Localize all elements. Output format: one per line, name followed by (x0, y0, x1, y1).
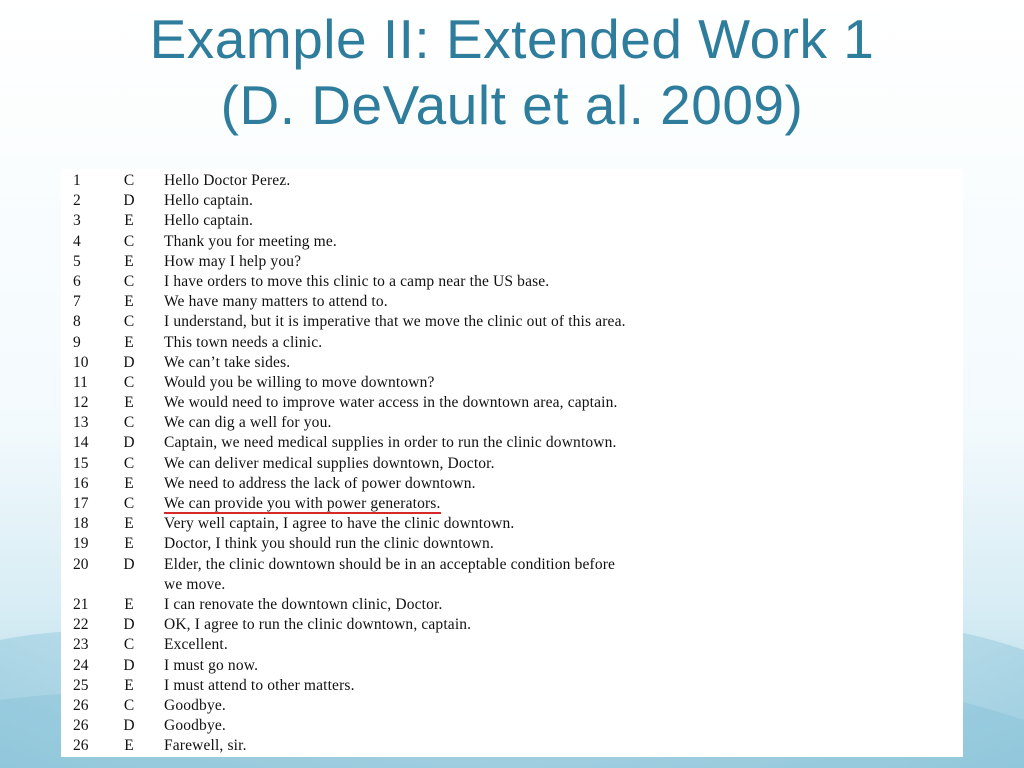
turn-number: 16 (73, 474, 89, 492)
turn-number: 6 (73, 272, 81, 290)
utterance-text (164, 736, 247, 756)
utterance: We can deliver medical supplies downtown, Doctor. (164, 454, 495, 472)
dialogue-row (61, 595, 963, 615)
turn-number: 22 (73, 616, 89, 634)
dialogue-row (61, 171, 963, 191)
title-line-1: Example II: Extended Work 1 (149, 8, 875, 70)
speaker-code: E (124, 252, 134, 270)
turn-number: 23 (73, 636, 89, 654)
speaker-code: E (124, 535, 134, 553)
speaker-code: C (123, 495, 135, 512)
speaker-code: D (123, 434, 135, 452)
turn-number: 7 (73, 293, 81, 311)
dialogue-row (61, 716, 963, 736)
speaker-code: D (123, 656, 135, 674)
dialogue-row (61, 333, 963, 353)
turn-number: 12 (73, 394, 89, 412)
turn-number: 18 (73, 515, 89, 533)
highlighted-utterance: We can provide you with power generators. (164, 495, 441, 512)
utterance-text (164, 312, 626, 332)
speaker-code: D (123, 353, 135, 371)
turn-number: 14 (73, 434, 89, 452)
utterance-text (164, 413, 332, 433)
dialogue-row (61, 656, 963, 676)
dialogue-row (61, 575, 963, 595)
turn-number: 26 (73, 737, 89, 755)
turn-number: 9 (73, 333, 81, 351)
dialogue-row (61, 413, 963, 433)
dialogue-row (61, 292, 963, 312)
title-line-2: (D. DeVault et al. 2009) (220, 74, 804, 136)
utterance-text (164, 333, 322, 353)
turn-number: 2 (73, 192, 81, 210)
utterance: Hello captain. (164, 212, 254, 230)
speaker-code: E (124, 474, 134, 492)
utterance: This town needs a clinic. (164, 333, 323, 351)
turn-number: 13 (73, 414, 89, 432)
turn-number: 3 (73, 212, 81, 230)
utterance: I understand, but it is imperative that we move the clinic out of this area. (164, 313, 626, 331)
utterance-text (164, 555, 615, 575)
speaker-code: C (123, 272, 135, 290)
utterance-text (164, 353, 290, 373)
turn-number: 5 (73, 252, 81, 270)
utterance: Thank you for meeting me. (164, 232, 337, 250)
dialogue-row (61, 211, 963, 231)
turn-number: 17 (73, 495, 89, 512)
dialogue-row (61, 736, 963, 756)
utterance-text (164, 676, 355, 696)
utterance: How may I help you? (164, 252, 302, 270)
utterance: Goodbye. (164, 696, 226, 714)
utterance: OK, I agree to run the clinic downtown, captain. (164, 616, 472, 634)
utterance: We can dig a well for you. (164, 414, 332, 432)
turn-number: 11 (73, 373, 88, 391)
speaker-code: C (123, 454, 135, 472)
dialogue-row (61, 635, 963, 655)
dialogue-transcript-image (61, 169, 963, 757)
dialogue-row (61, 232, 963, 252)
speaker-code: E (124, 394, 134, 412)
utterance-text (164, 272, 549, 292)
utterance-text (164, 696, 226, 716)
dialogue-row (61, 696, 963, 716)
speaker-code: E (124, 595, 134, 613)
utterance-text (164, 656, 258, 676)
slide-title (0, 6, 1024, 138)
turn-number: 4 (73, 232, 81, 250)
utterance: I have orders to move this clinic to a camp near the US base. (164, 272, 550, 290)
utterance: Captain, we need medical supplies in order to run the clinic downtown. (164, 434, 617, 452)
dialogue-row (61, 393, 963, 413)
utterance: Excellent. (164, 636, 228, 654)
speaker-code: C (123, 373, 135, 391)
turn-number: 25 (73, 676, 89, 694)
utterance: We can’t take sides. (164, 353, 291, 371)
speaker-code: E (124, 212, 134, 230)
utterance-text (164, 211, 253, 231)
dialogue-row (61, 555, 963, 575)
dialogue-row (61, 353, 963, 373)
dialogue-row (61, 474, 963, 494)
dialogue-row (61, 454, 963, 474)
utterance: We need to address the lack of power downtown. (164, 474, 476, 492)
speaker-code: D (123, 616, 135, 634)
dialogue-row (61, 373, 963, 393)
utterance: I must go now. (164, 656, 259, 674)
speaker-code: C (123, 313, 135, 331)
utterance-text (164, 494, 441, 514)
utterance-text (164, 393, 618, 413)
dialogue-row (61, 272, 963, 292)
utterance-text (164, 252, 301, 272)
speaker-code: E (124, 737, 134, 755)
speaker-code: C (123, 172, 135, 189)
turn-number: 1 (73, 172, 81, 189)
speaker-code: D (123, 555, 135, 573)
utterance: Farewell, sir. (164, 737, 247, 755)
speaker-code: E (124, 515, 134, 533)
turn-number: 26 (73, 717, 89, 735)
dialogue-row (61, 676, 963, 696)
turn-number: 21 (73, 595, 89, 613)
utterance: Very well captain, I agree to have the clinic downtown. (164, 515, 515, 533)
turn-number: 26 (73, 696, 89, 714)
speaker-code: E (124, 293, 134, 311)
utterance: I can renovate the downtown clinic, Doctor. (164, 595, 443, 613)
utterance: Hello Doctor Perez. (164, 172, 291, 189)
speaker-code: D (123, 717, 135, 735)
turn-number: 20 (73, 555, 89, 573)
utterance: Elder, the clinic downtown should be in an acceptable condition before (164, 555, 616, 573)
utterance: Doctor, I think you should run the clinic downtown. (164, 535, 494, 553)
turn-number: 24 (73, 656, 89, 674)
speaker-code: C (123, 696, 135, 714)
turn-number: 19 (73, 535, 89, 553)
utterance: Goodbye. (164, 717, 226, 735)
utterance: I must attend to other matters. (164, 676, 355, 694)
dialogue-row (61, 615, 963, 635)
dialogue-row (61, 252, 963, 272)
utterance-text (164, 575, 225, 595)
speaker-code: C (123, 414, 135, 432)
utterance-text (164, 514, 514, 534)
turn-number: 15 (73, 454, 89, 472)
utterance-text (164, 635, 228, 655)
dialogue-row (61, 433, 963, 453)
utterance-text (164, 454, 495, 474)
utterance-text (164, 292, 388, 312)
utterance-text (164, 716, 226, 736)
dialogue-row (61, 312, 963, 332)
speaker-code: C (123, 232, 135, 250)
utterance: We have many matters to attend to. (164, 293, 388, 311)
turn-number: 10 (73, 353, 89, 371)
utterance-text (164, 171, 290, 191)
speaker-code: E (124, 676, 134, 694)
utterance-text (164, 433, 617, 453)
dialogue-list (61, 171, 963, 756)
dialogue-row (61, 514, 963, 534)
utterance-text (164, 615, 471, 635)
utterance-text (164, 595, 442, 615)
utterance-text (164, 191, 253, 211)
utterance-text (164, 373, 435, 393)
dialogue-row (61, 494, 963, 514)
utterance-text (164, 534, 494, 554)
dialogue-row (61, 191, 963, 211)
utterance: Hello captain. (164, 192, 254, 210)
utterance-text (164, 474, 476, 494)
speaker-code: E (124, 333, 134, 351)
turn-number: 8 (73, 313, 81, 331)
utterance-text (164, 232, 337, 252)
speaker-code: C (123, 636, 135, 654)
utterance: we move. (164, 575, 226, 593)
utterance: Would you be willing to move downtown? (164, 373, 435, 391)
dialogue-row (61, 534, 963, 554)
speaker-code: D (123, 192, 135, 210)
utterance: We would need to improve water access in the downtown area, captain. (164, 394, 618, 412)
